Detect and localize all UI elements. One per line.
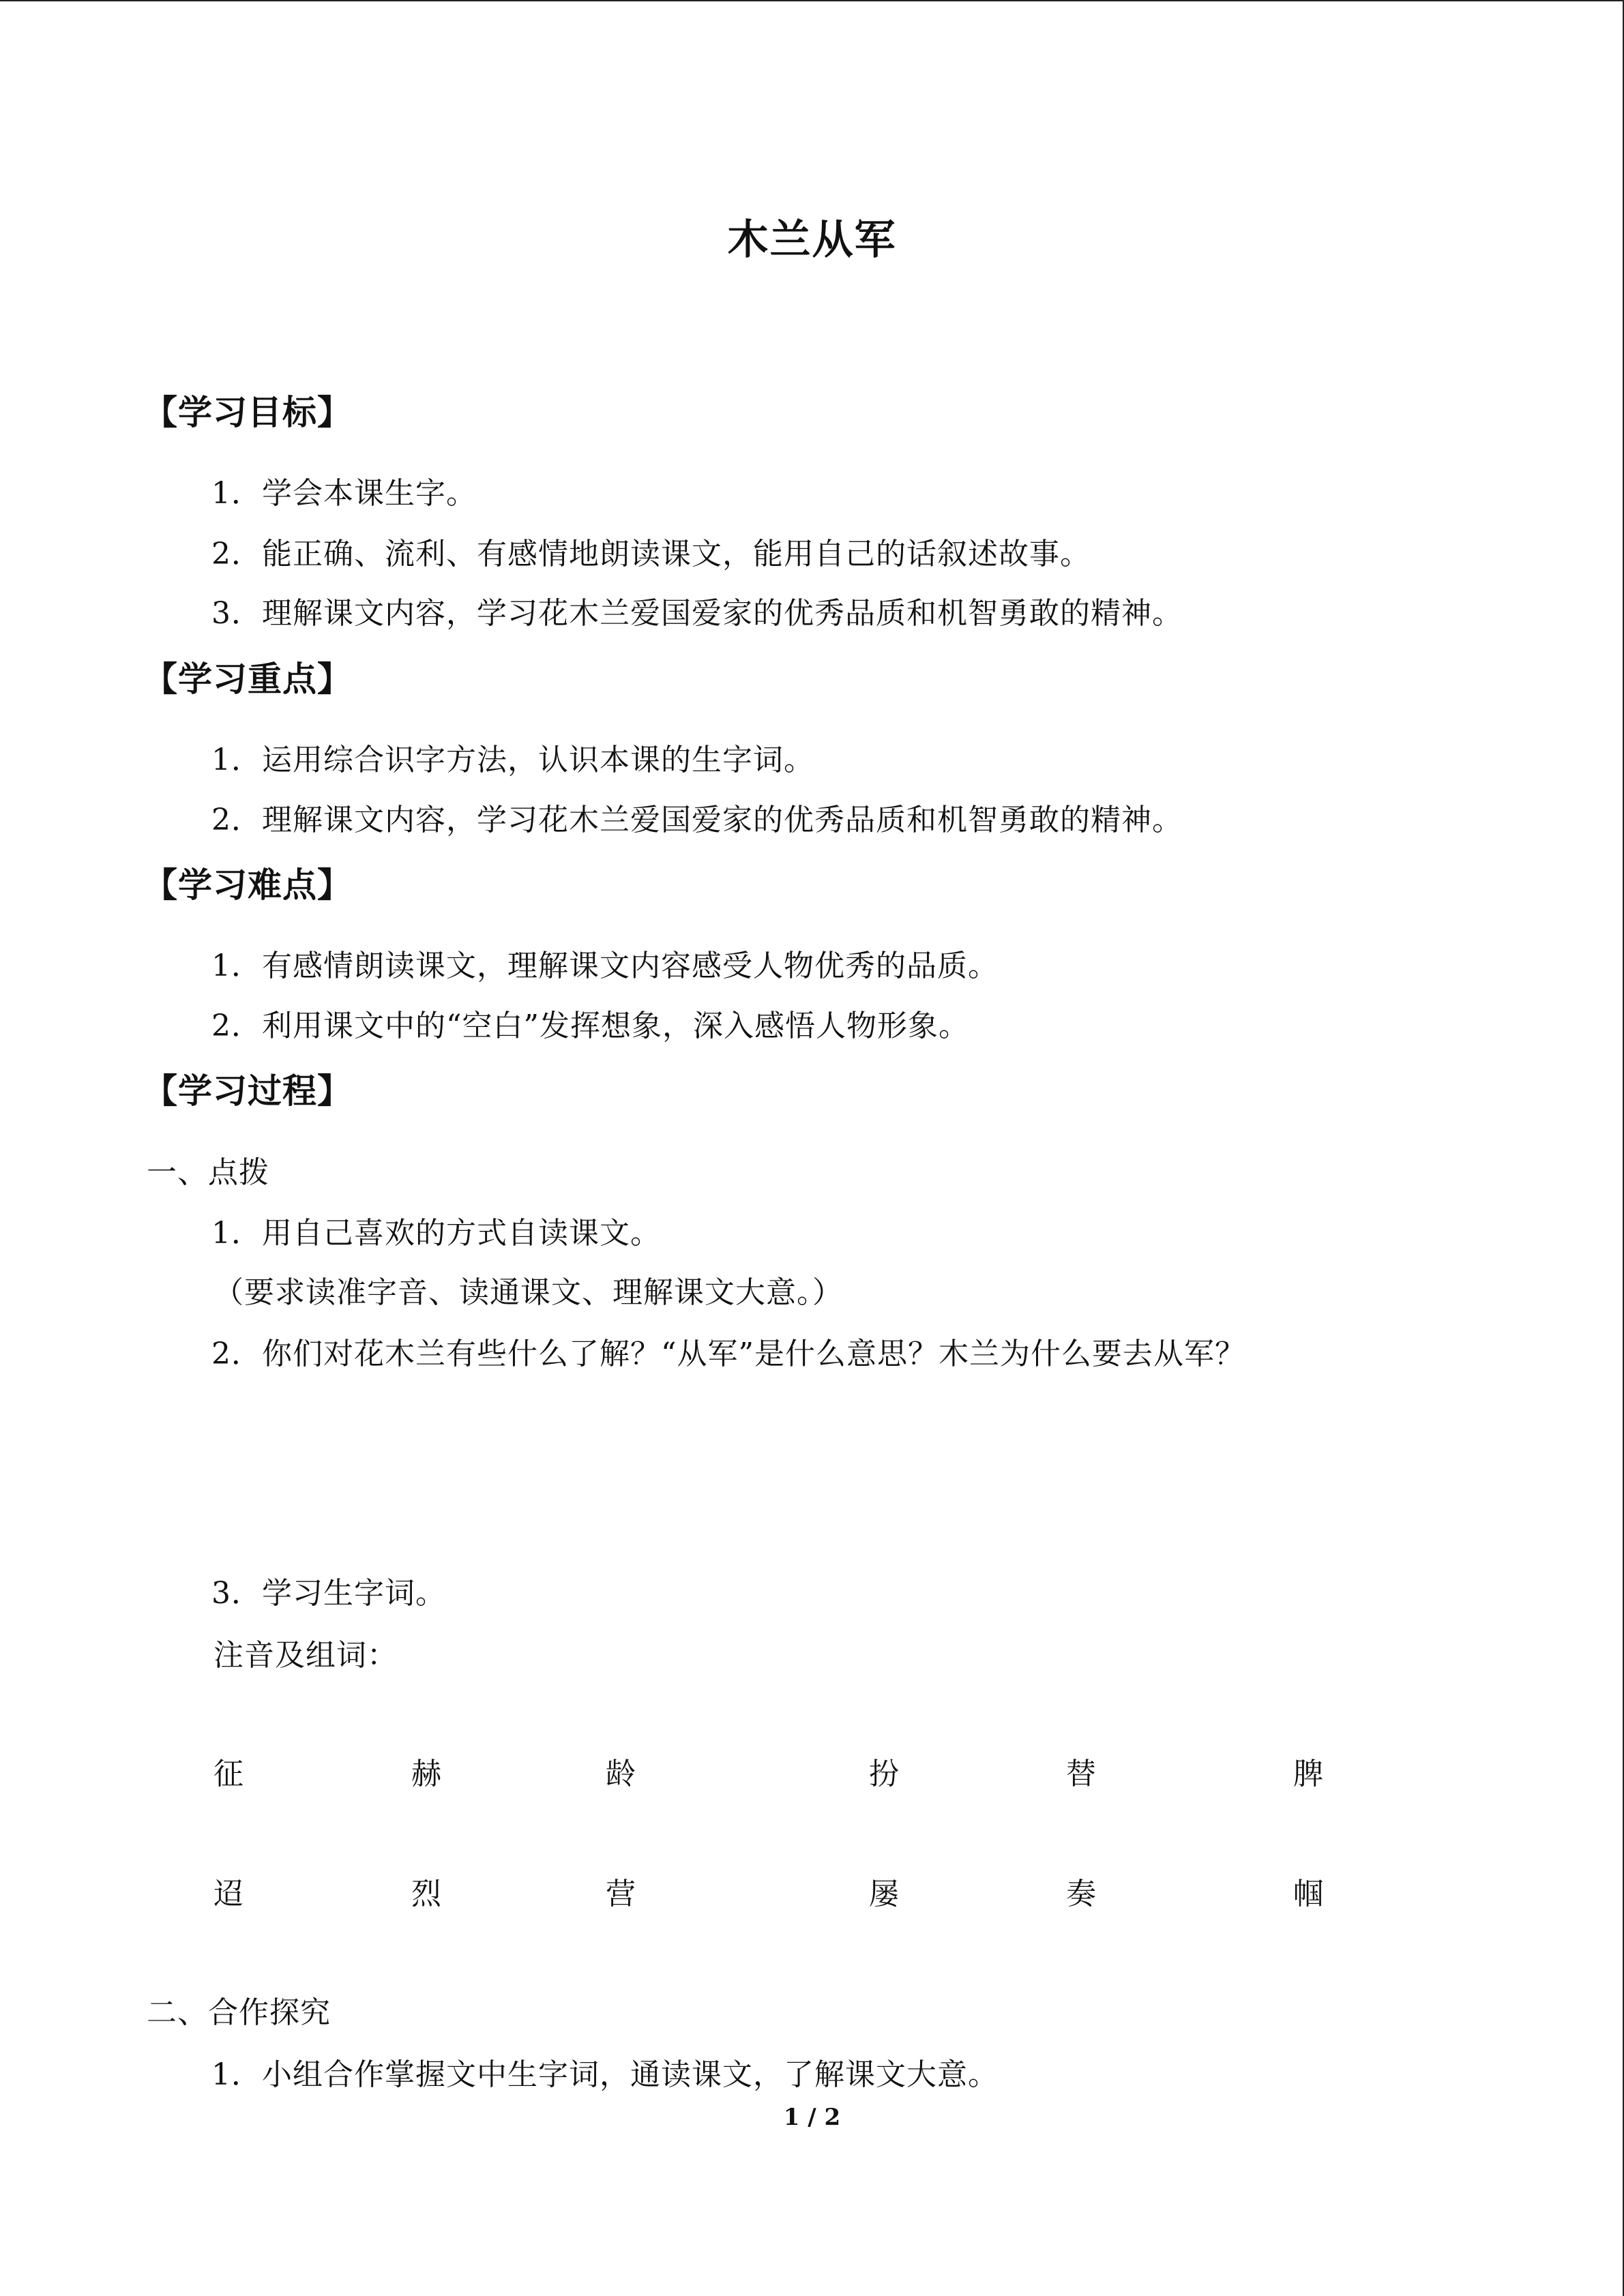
vocab-char: 扮 xyxy=(869,1757,899,1791)
vocab-char: 替 xyxy=(1066,1757,1096,1791)
vocab-char: 烈 xyxy=(411,1877,441,1911)
vocab-char: 龄 xyxy=(606,1757,636,1791)
vocab-char: 屡 xyxy=(869,1877,899,1911)
process-part2-heading: 二、合作探究 xyxy=(147,1995,331,2030)
process-item-2: 2．你们对花木兰有些什么了解？“从军”是什么意思？木兰为什么要去从军？ xyxy=(211,1337,1245,1371)
key-point-item-1: 1．运用综合识字方法，认识本课的生字词。 xyxy=(211,743,814,777)
process-item-3-note: 注音及组词： xyxy=(213,1638,398,1673)
difficulty-item-1: 1．有感情朗读课文，理解课文内容感受人物优秀的品质。 xyxy=(211,949,999,983)
process-item-1-note: （要求读准字音、读通课文、理解课文大意。） xyxy=(213,1275,843,1310)
vocab-char: 奏 xyxy=(1066,1877,1096,1911)
heading-objectives: 【学习目标】 xyxy=(143,393,352,432)
objective-item-3: 3．理解课文内容，学习花木兰爱国爱家的优秀品质和机智勇敢的精神。 xyxy=(211,596,1183,631)
heading-process: 【学习过程】 xyxy=(143,1071,352,1111)
page-number: 1 / 2 xyxy=(783,2104,841,2131)
objective-item-2: 2．能正确、流利、有感情地朗读课文，能用自己的话叙述故事。 xyxy=(211,537,1091,571)
vocab-char: 迢 xyxy=(213,1877,243,1911)
vocab-char: 征 xyxy=(213,1757,243,1791)
vocab-char: 营 xyxy=(606,1877,636,1911)
key-point-item-2: 2．理解课文内容，学习花木兰爱国爱家的优秀品质和机智勇敢的精神。 xyxy=(211,803,1183,837)
vocab-char: 赫 xyxy=(411,1757,441,1791)
vocab-char: 脾 xyxy=(1293,1757,1323,1791)
vocab-char: 帼 xyxy=(1293,1877,1323,1911)
document-title: 木兰从军 xyxy=(727,216,897,264)
heading-key-points: 【学习重点】 xyxy=(143,659,352,699)
objective-item-1: 1．学会本课生字。 xyxy=(211,476,477,511)
page-top-border xyxy=(0,0,1623,1)
process-item-1: 1．用自己喜欢的方式自读课文。 xyxy=(211,1216,661,1251)
difficulty-item-2: 2．利用课文中的“空白”发挥想象，深入感悟人物形象。 xyxy=(211,1009,969,1043)
process-item-3: 3．学习生字词。 xyxy=(211,1576,446,1611)
heading-difficulties: 【学习难点】 xyxy=(143,865,352,905)
process-part1-heading: 一、点拨 xyxy=(147,1155,269,1190)
process-part2-item-1: 1．小组合作掌握文中生字词，通读课文，了解课文大意。 xyxy=(211,2057,999,2092)
